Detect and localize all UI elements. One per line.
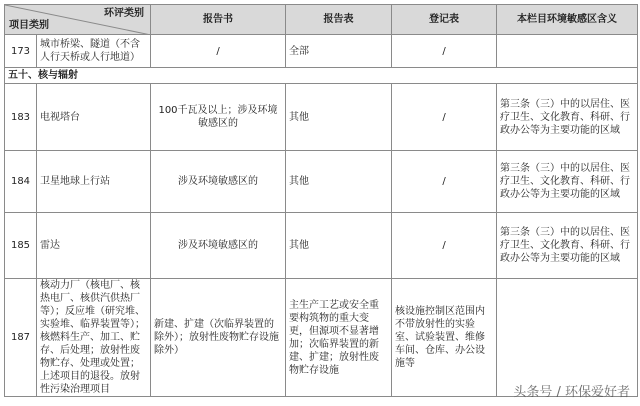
row-number: 184: [5, 151, 37, 213]
sensitive-area-cell: [497, 35, 638, 68]
registration-cell: /: [392, 151, 497, 213]
project-name: 卫星地球上行站: [37, 151, 151, 213]
row-number: 185: [5, 213, 37, 279]
header-diagonal-cell: [5, 5, 151, 35]
table-row: [5, 151, 638, 213]
registration-cell: /: [392, 35, 497, 68]
section-row: [5, 68, 638, 84]
table-row: [5, 35, 638, 68]
report-book-cell: 新建、扩建（次临界装置的除外）；放射性废物贮存设施除外）: [151, 279, 286, 397]
registration-cell: 核设施控制区范围内不带放射性的实验室、试验装置、维修车间、仓库、办公设施等: [392, 279, 497, 397]
report-form-cell: 其他: [286, 151, 392, 213]
registration-cell: /: [392, 213, 497, 279]
report-form-cell: 其他: [286, 213, 392, 279]
header-assessment-category: 环评类别: [104, 8, 144, 19]
sensitive-area-cell: 第三条（三）中的以居住、医疗卫生、文化教育、科研、行政办公等为主要功能的区域: [497, 151, 638, 213]
report-form-cell: 全部: [286, 35, 392, 68]
table-row: [5, 84, 638, 151]
header-sensitive-area: 本栏目环境敏感区含义: [497, 5, 638, 35]
report-form-cell: 其他: [286, 84, 392, 151]
project-name: 城市桥梁、隧道（不含人行天桥或人行地道）: [37, 35, 151, 68]
header-registration-form: 登记表: [392, 5, 497, 35]
header-report-form: 报告表: [286, 5, 392, 35]
project-name: 雷达: [37, 213, 151, 279]
report-book-cell: 涉及环境敏感区的: [151, 213, 286, 279]
report-book-cell: /: [151, 35, 286, 68]
environmental-assessment-table: [4, 4, 638, 397]
registration-cell: /: [392, 84, 497, 151]
section-title: 五十、核与辐射: [5, 68, 638, 84]
regulation-table-container: [4, 4, 637, 397]
header-project-category: 项目类别: [9, 20, 49, 31]
project-name: 电视塔台: [37, 84, 151, 151]
project-name: 核动力厂（核电厂、核热电厂、核供汽供热厂等）；反应堆（研究堆、实验堆、临界装置等）；核燃料生产、加工、贮存、后处理；放射性废物贮存、处理或处置；上述项目的退役。放射性污染治理项目: [37, 279, 151, 397]
table-row: [5, 279, 638, 397]
row-number: 173: [5, 35, 37, 68]
source-watermark: 头条号 / 环保爱好者: [513, 385, 630, 400]
report-book-cell: 涉及环境敏感区的: [151, 151, 286, 213]
table-row: [5, 213, 638, 279]
sensitive-area-cell: 第三条（三）中的以居住、医疗卫生、文化教育、科研、行政办公等为主要功能的区域: [497, 84, 638, 151]
report-form-cell: 主生产工艺或安全重要构筑物的重大变更，但源项不显著增加；次临界装置的新建、扩建；放射性废物贮存设施: [286, 279, 392, 397]
header-row: [5, 5, 638, 35]
report-book-cell: 100千瓦及以上；涉及环境敏感区的: [151, 84, 286, 151]
row-number: 187: [5, 279, 37, 397]
row-number: 183: [5, 84, 37, 151]
sensitive-area-cell: [497, 279, 638, 397]
sensitive-area-cell: 第三条（三）中的以居住、医疗卫生、文化教育、科研、行政办公等为主要功能的区域: [497, 213, 638, 279]
header-report-book: 报告书: [151, 5, 286, 35]
